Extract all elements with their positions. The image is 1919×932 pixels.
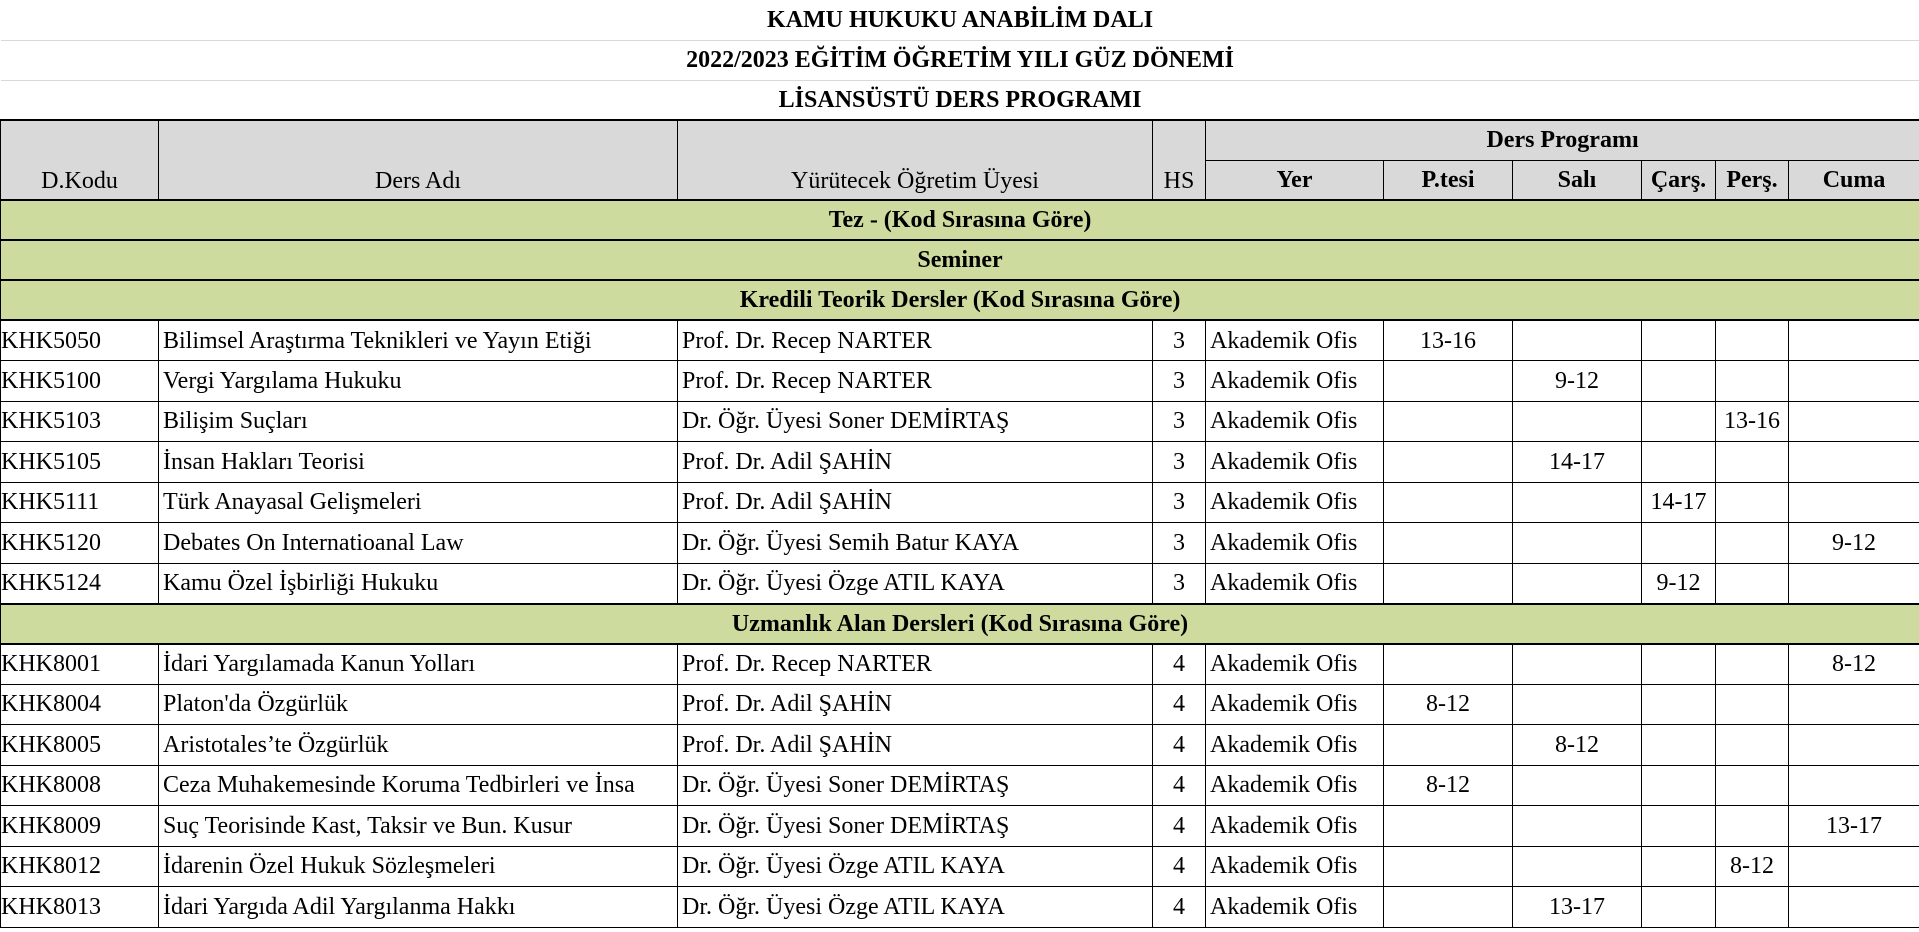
course-code: KHK5103 (1, 401, 159, 442)
course-hours: 3 (1153, 361, 1206, 402)
slot-tuesday (1513, 765, 1642, 806)
course-code: KHK5050 (1, 320, 159, 361)
table-row (1, 563, 1919, 604)
course-code: KHK5100 (1, 361, 159, 402)
header-row-top (1, 120, 1919, 160)
slot-tuesday: 8-12 (1513, 725, 1642, 766)
course-name: İdari Yargılamada Kanun Yolları (159, 644, 678, 685)
section-specialty-courses (1, 604, 1919, 644)
slot-thursday (1716, 887, 1789, 928)
course-hours: 4 (1153, 725, 1206, 766)
course-code: KHK8001 (1, 644, 159, 685)
slot-tuesday (1513, 684, 1642, 725)
course-name: Suç Teorisinde Kast, Taksir ve Bun. Kusur (159, 806, 678, 847)
slot-thursday (1716, 563, 1789, 604)
course-place: Akademik Ofis (1206, 523, 1384, 564)
slot-monday (1384, 887, 1513, 928)
section-title: Seminer (1, 240, 1919, 280)
course-place: Akademik Ofis (1206, 401, 1384, 442)
course-hours: 4 (1153, 846, 1206, 887)
slot-friday (1789, 765, 1919, 806)
course-hours: 3 (1153, 523, 1206, 564)
course-name: Aristotales’te Özgürlük (159, 725, 678, 766)
course-instructor: Dr. Öğr. Üyesi Soner DEMİRTAŞ (678, 806, 1153, 847)
slot-tuesday (1513, 846, 1642, 887)
course-hours: 4 (1153, 765, 1206, 806)
course-place: Akademik Ofis (1206, 846, 1384, 887)
course-instructor: Dr. Öğr. Üyesi Özge ATIL KAYA (678, 563, 1153, 604)
slot-friday (1789, 563, 1919, 604)
slot-friday (1789, 361, 1919, 402)
slot-thursday (1716, 442, 1789, 483)
slot-tuesday (1513, 644, 1642, 685)
title-row-1 (1, 0, 1919, 40)
course-name: Bilimsel Araştırma Teknikleri ve Yayın Etiği (159, 320, 678, 361)
section-title: Tez - (Kod Sırasına Göre) (1, 200, 1919, 240)
course-name: İdari Yargıda Adil Yargılanma Hakkı (159, 887, 678, 928)
slot-tuesday (1513, 482, 1642, 523)
slot-thursday (1716, 361, 1789, 402)
header-monday: P.tesi (1384, 160, 1513, 200)
slot-friday (1789, 401, 1919, 442)
slot-thursday (1716, 523, 1789, 564)
program-title: LİSANSÜSTÜ DERS PROGRAMI (1, 80, 1919, 120)
header-thursday: Perş. (1716, 160, 1789, 200)
course-name: Türk Anayasal Gelişmeleri (159, 482, 678, 523)
slot-thursday (1716, 644, 1789, 685)
course-code: KHK8009 (1, 806, 159, 847)
table-row (1, 361, 1919, 402)
table-row (1, 401, 1919, 442)
slot-monday: 8-12 (1384, 765, 1513, 806)
header-course-name: Ders Adı (159, 120, 678, 200)
course-code: KHK8013 (1, 887, 159, 928)
header-program: Ders Programı (1206, 120, 1919, 160)
course-place: Akademik Ofis (1206, 887, 1384, 928)
slot-wednesday (1642, 846, 1716, 887)
slot-wednesday: 14-17 (1642, 482, 1716, 523)
section-title: Uzmanlık Alan Dersleri (Kod Sırasına Göre) (1, 604, 1919, 644)
table-row (1, 684, 1919, 725)
section-thesis (1, 200, 1919, 240)
course-hours: 3 (1153, 442, 1206, 483)
slot-wednesday (1642, 401, 1716, 442)
course-place: Akademik Ofis (1206, 644, 1384, 685)
course-code: KHK5111 (1, 482, 159, 523)
course-instructor: Prof. Dr. Recep NARTER (678, 320, 1153, 361)
slot-monday (1384, 644, 1513, 685)
course-place: Akademik Ofis (1206, 361, 1384, 402)
course-place: Akademik Ofis (1206, 684, 1384, 725)
slot-monday (1384, 442, 1513, 483)
slot-wednesday: 9-12 (1642, 563, 1716, 604)
course-instructor: Prof. Dr. Adil ŞAHİN (678, 725, 1153, 766)
slot-wednesday (1642, 765, 1716, 806)
course-name: Debates On Internatioanal Law (159, 523, 678, 564)
slot-friday (1789, 442, 1919, 483)
course-instructor: Prof. Dr. Recep NARTER (678, 644, 1153, 685)
course-instructor: Dr. Öğr. Üyesi Özge ATIL KAYA (678, 887, 1153, 928)
slot-monday (1384, 725, 1513, 766)
course-code: KHK8004 (1, 684, 159, 725)
course-instructor: Dr. Öğr. Üyesi Özge ATIL KAYA (678, 846, 1153, 887)
table-row (1, 806, 1919, 847)
slot-monday (1384, 846, 1513, 887)
slot-monday (1384, 523, 1513, 564)
slot-friday (1789, 887, 1919, 928)
slot-monday (1384, 806, 1513, 847)
table-row (1, 765, 1919, 806)
slot-wednesday (1642, 887, 1716, 928)
course-instructor: Prof. Dr. Adil ŞAHİN (678, 442, 1153, 483)
slot-wednesday (1642, 806, 1716, 847)
term-title: 2022/2023 EĞİTİM ÖĞRETİM YILI GÜZ DÖNEMİ (1, 40, 1919, 80)
course-place: Akademik Ofis (1206, 765, 1384, 806)
slot-friday: 13-17 (1789, 806, 1919, 847)
course-instructor: Prof. Dr. Adil ŞAHİN (678, 684, 1153, 725)
course-hours: 4 (1153, 887, 1206, 928)
table-row (1, 523, 1919, 564)
slot-monday: 8-12 (1384, 684, 1513, 725)
title-row-2 (1, 40, 1919, 80)
section-theory-courses (1, 280, 1919, 320)
slot-friday: 8-12 (1789, 644, 1919, 685)
slot-friday (1789, 846, 1919, 887)
table-row (1, 725, 1919, 766)
slot-thursday (1716, 806, 1789, 847)
course-hours: 3 (1153, 482, 1206, 523)
slot-thursday: 8-12 (1716, 846, 1789, 887)
slot-monday (1384, 401, 1513, 442)
course-hours: 3 (1153, 563, 1206, 604)
department-title: KAMU HUKUKU ANABİLİM DALI (1, 0, 1919, 40)
course-name: Ceza Muhakemesinde Koruma Tedbirleri ve İnsa (159, 765, 678, 806)
slot-thursday (1716, 725, 1789, 766)
header-instructor: Yürütecek Öğretim Üyesi (678, 120, 1153, 200)
slot-friday (1789, 482, 1919, 523)
slot-monday (1384, 563, 1513, 604)
slot-thursday (1716, 482, 1789, 523)
slot-thursday (1716, 765, 1789, 806)
header-code: D.Kodu (1, 120, 159, 200)
course-name: Vergi Yargılama Hukuku (159, 361, 678, 402)
course-code: KHK5105 (1, 442, 159, 483)
course-instructor: Dr. Öğr. Üyesi Semih Batur KAYA (678, 523, 1153, 564)
header-tuesday: Salı (1513, 160, 1642, 200)
course-name: İdarenin Özel Hukuk Sözleşmeleri (159, 846, 678, 887)
slot-friday (1789, 684, 1919, 725)
slot-wednesday (1642, 684, 1716, 725)
slot-wednesday (1642, 725, 1716, 766)
slot-tuesday: 14-17 (1513, 442, 1642, 483)
slot-thursday (1716, 320, 1789, 361)
table-row (1, 846, 1919, 887)
course-code: KHK8008 (1, 765, 159, 806)
slot-tuesday: 9-12 (1513, 361, 1642, 402)
table-row (1, 644, 1919, 685)
course-hours: 4 (1153, 684, 1206, 725)
slot-wednesday (1642, 442, 1716, 483)
slot-wednesday (1642, 523, 1716, 564)
slot-tuesday (1513, 401, 1642, 442)
course-hours: 3 (1153, 401, 1206, 442)
course-code: KHK5124 (1, 563, 159, 604)
slot-wednesday (1642, 644, 1716, 685)
title-row-3 (1, 80, 1919, 120)
table-row (1, 887, 1919, 928)
course-place: Akademik Ofis (1206, 482, 1384, 523)
course-hours: 4 (1153, 806, 1206, 847)
section-title: Kredili Teorik Dersler (Kod Sırasına Göre) (1, 280, 1919, 320)
slot-friday (1789, 320, 1919, 361)
course-place: Akademik Ofis (1206, 442, 1384, 483)
slot-tuesday (1513, 320, 1642, 361)
course-name: İnsan Hakları Teorisi (159, 442, 678, 483)
course-code: KHK8012 (1, 846, 159, 887)
table-row (1, 442, 1919, 483)
course-instructor: Dr. Öğr. Üyesi Soner DEMİRTAŞ (678, 401, 1153, 442)
slot-wednesday (1642, 320, 1716, 361)
slot-thursday (1716, 684, 1789, 725)
header-wednesday: Çarş. (1642, 160, 1716, 200)
slot-wednesday (1642, 361, 1716, 402)
header-hs: HS (1153, 120, 1206, 200)
slot-friday (1789, 725, 1919, 766)
table-row (1, 320, 1919, 361)
course-name: Platon'da Özgürlük (159, 684, 678, 725)
course-name: Bilişim Suçları (159, 401, 678, 442)
slot-tuesday: 13-17 (1513, 887, 1642, 928)
slot-friday: 9-12 (1789, 523, 1919, 564)
course-code: KHK8005 (1, 725, 159, 766)
course-place: Akademik Ofis (1206, 806, 1384, 847)
course-place: Akademik Ofis (1206, 320, 1384, 361)
table-row (1, 482, 1919, 523)
header-place: Yer (1206, 160, 1384, 200)
slot-tuesday (1513, 563, 1642, 604)
slot-tuesday (1513, 806, 1642, 847)
slot-monday (1384, 482, 1513, 523)
course-hours: 4 (1153, 644, 1206, 685)
slot-monday (1384, 361, 1513, 402)
course-place: Akademik Ofis (1206, 725, 1384, 766)
course-name: Kamu Özel İşbirliği Hukuku (159, 563, 678, 604)
course-place: Akademik Ofis (1206, 563, 1384, 604)
slot-tuesday (1513, 523, 1642, 564)
course-hours: 3 (1153, 320, 1206, 361)
slot-monday: 13-16 (1384, 320, 1513, 361)
section-seminar (1, 240, 1919, 280)
course-code: KHK5120 (1, 523, 159, 564)
slot-thursday: 13-16 (1716, 401, 1789, 442)
course-instructor: Prof. Dr. Recep NARTER (678, 361, 1153, 402)
course-instructor: Prof. Dr. Adil ŞAHİN (678, 482, 1153, 523)
course-instructor: Dr. Öğr. Üyesi Soner DEMİRTAŞ (678, 765, 1153, 806)
header-friday: Cuma (1789, 160, 1919, 200)
